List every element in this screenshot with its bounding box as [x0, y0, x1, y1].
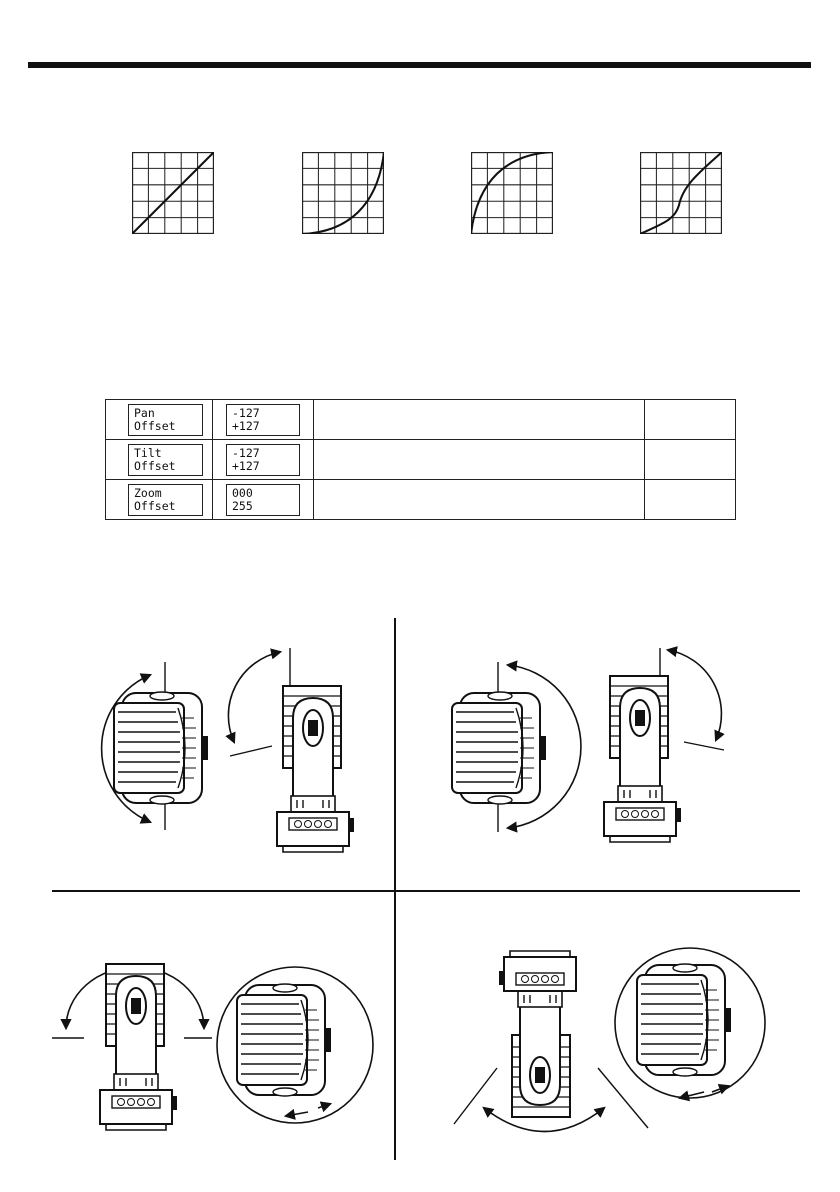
header-rule [28, 62, 811, 68]
lcd-tilt-offset: Tilt Offset [128, 444, 203, 476]
description-cell [314, 400, 645, 440]
offset-table [105, 399, 736, 520]
lcd-zoom-range: 000 255 [226, 484, 300, 516]
curve-line [302, 152, 384, 234]
lcd-zoom-offset: Zoom Offset [128, 484, 203, 516]
note-cell [645, 440, 736, 480]
table-row [106, 440, 736, 480]
panel-top-right [452, 648, 724, 842]
note-cell [645, 480, 736, 520]
panel-bottom-right [454, 948, 765, 1132]
table-row [106, 400, 736, 440]
lcd-pan-offset: Pan Offset [128, 404, 203, 436]
description-cell [314, 480, 645, 520]
exponential-curve-icon [302, 152, 384, 234]
panel-bottom-left [52, 964, 373, 1130]
table-row [106, 480, 736, 520]
note-cell [645, 400, 736, 440]
s-curve-icon [640, 152, 722, 234]
logarithmic-curve-icon [471, 152, 553, 234]
curve-line [471, 152, 553, 234]
curve-line [132, 152, 214, 234]
panel-top-left [102, 648, 354, 852]
lcd-tilt-range: -127 +127 [226, 444, 300, 476]
description-cell [314, 440, 645, 480]
lcd-pan-range: -127 +127 [226, 404, 300, 436]
moving-head-illustrations [0, 600, 840, 1192]
linear-curve-icon [132, 152, 214, 234]
curve-line [640, 152, 722, 234]
